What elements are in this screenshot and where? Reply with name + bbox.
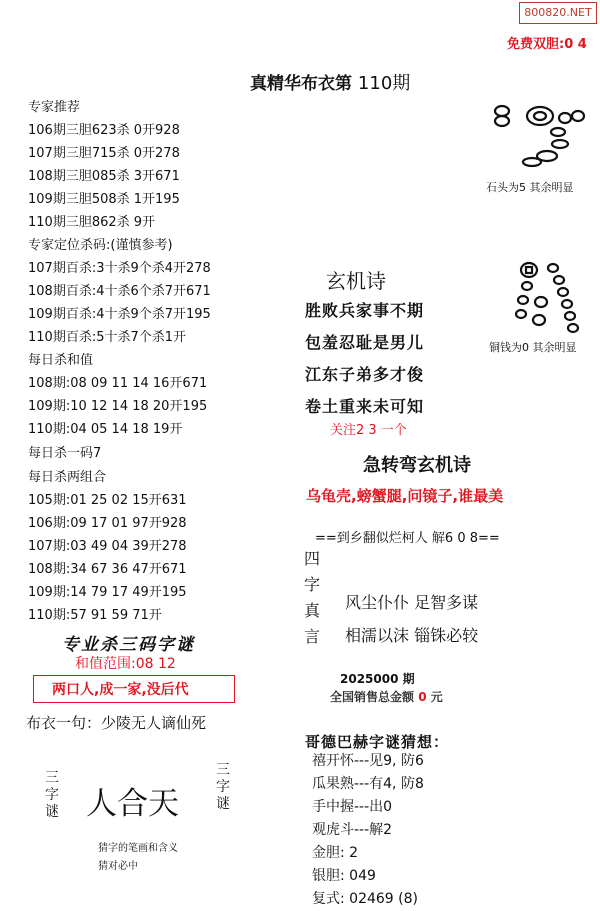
list-item: 禧开怀---见9, 防6 xyxy=(312,753,424,769)
four-char-label-char: 真 xyxy=(304,601,321,620)
sales-prefix: 全国销售总金额 xyxy=(330,690,415,704)
four-char-line2: 相濡以沫 锱铢必较 xyxy=(345,626,479,645)
list-item: 108期:34 67 36 47开671 xyxy=(28,562,187,577)
poem-line: 卷土重来未可知 xyxy=(305,397,425,416)
list-item: 109期:10 12 14 18 20开195 xyxy=(28,399,208,414)
riddle3-title: 专业杀三码字谜 xyxy=(62,635,195,655)
three-riddle-right: 三字谜 xyxy=(216,762,230,812)
turn-poem-heading: 急转弯玄机诗 xyxy=(363,455,471,476)
mystic-poem-heading: 玄机诗 xyxy=(326,269,386,293)
site-stamp[interactable]: 800820.NET xyxy=(519,2,597,24)
three-riddle-left: 三字谜 xyxy=(45,770,59,820)
three-riddle-hint2: 猜对必中 xyxy=(98,861,138,872)
list-item: 106期:09 17 01 97开928 xyxy=(28,516,187,531)
list-item: 复式: 02469 (8) xyxy=(312,891,418,907)
list-item: 银胆: 049 xyxy=(312,868,376,884)
list-item: 108期:08 09 11 14 16开671 xyxy=(28,376,208,391)
list-item: 107期百杀:3十杀9个杀4开278 xyxy=(28,261,211,276)
poem-line: 包羞忍耻是男儿 xyxy=(305,333,425,352)
list-item: 110期:04 05 14 18 19开 xyxy=(28,422,183,437)
list-item: 105期:01 25 02 15开631 xyxy=(28,493,187,508)
sales-issue: 2025000 期 xyxy=(340,672,415,686)
riddle3-sum-range: 和值范围:08 12 xyxy=(75,656,176,672)
goldbach-heading: 哥德巴赫字谜猜想： xyxy=(305,733,450,751)
poem-line: 江东子弟多才俊 xyxy=(305,365,425,384)
list-item: 107期三胆715杀 0开278 xyxy=(28,146,180,161)
four-char-line1: 风尘仆仆 足智多谋 xyxy=(345,593,479,612)
list-item: 108期百杀:4十杀6个杀7开671 xyxy=(28,284,211,299)
sum-kill-heading: 每日杀和值 xyxy=(28,353,94,368)
village-line: ==到乡翻似烂柯人 解6 0 8== xyxy=(315,531,500,546)
turn-poem-line: 乌龟壳,螃蟹腿,问镜子,谁最美 xyxy=(306,487,504,505)
four-char-label-char: 四 xyxy=(304,549,321,568)
free-pick: 免费双胆:0 4 xyxy=(507,37,587,52)
stones-caption: 石头为5 其余明显 xyxy=(486,181,574,194)
list-item: 107期:03 49 04 39开278 xyxy=(28,539,187,554)
list-item: 106期三胆623杀 0开928 xyxy=(28,123,180,138)
sales-unit: 元 xyxy=(430,690,443,704)
list-item: 109期:14 79 17 49开195 xyxy=(28,585,187,600)
stones-picture xyxy=(492,96,587,176)
list-item: 109期三胆508杀 1开195 xyxy=(28,192,180,207)
list-item: 手中握---出0 xyxy=(312,799,393,815)
list-item: 瓜果熟---有4, 防8 xyxy=(312,776,424,792)
list-item: 109期百杀:4十杀9个杀7开195 xyxy=(28,307,211,322)
buyi-line: 布衣一句：少陵无人谪仙死 xyxy=(26,714,207,732)
list-item: 108期三胆085杀 3开671 xyxy=(28,169,180,184)
page-title xyxy=(250,69,410,95)
coins-picture xyxy=(515,258,580,338)
experts-heading: 专家推荐 xyxy=(28,100,81,115)
list-item: 金胆: 2 xyxy=(312,845,359,861)
poem-line: 胜败兵家事不期 xyxy=(305,301,425,320)
list-item: 观虎斗---解2 xyxy=(312,822,393,838)
mystic-poem-note: 关注2 3 一个 xyxy=(330,423,407,438)
title-text: 真精华布衣第 xyxy=(250,74,352,94)
sales-amount: 0 xyxy=(418,690,427,704)
four-char-label-char: 字 xyxy=(304,575,321,594)
four-char-label xyxy=(304,546,320,650)
two-combo-heading: 每日杀两组合 xyxy=(28,470,107,485)
list-item: 110期:57 91 59 71开 xyxy=(28,608,162,623)
coins-caption: 铜钱为0 其余明显 xyxy=(489,341,577,354)
four-char-label-char: 言 xyxy=(304,627,321,646)
goldbach-list xyxy=(312,750,424,911)
three-riddle-center: 人合天 xyxy=(86,786,179,822)
riddle3-clue-box xyxy=(33,675,235,703)
list-item: 110期三胆862杀 9开 xyxy=(28,215,156,230)
sales-line xyxy=(330,688,443,705)
riddle3-clue: 两口人,成一家,没后代 xyxy=(52,682,189,698)
position-kill-heading: 专家定位杀码:(谨慎参考) xyxy=(28,238,173,253)
list-item: 110期百杀:5十杀7个杀1开 xyxy=(28,330,187,345)
three-riddle-hint1: 猜字的笔画和含义 xyxy=(98,843,178,854)
one-code-heading: 每日杀一码7 xyxy=(28,446,102,461)
title-issue: 110期 xyxy=(357,73,411,94)
